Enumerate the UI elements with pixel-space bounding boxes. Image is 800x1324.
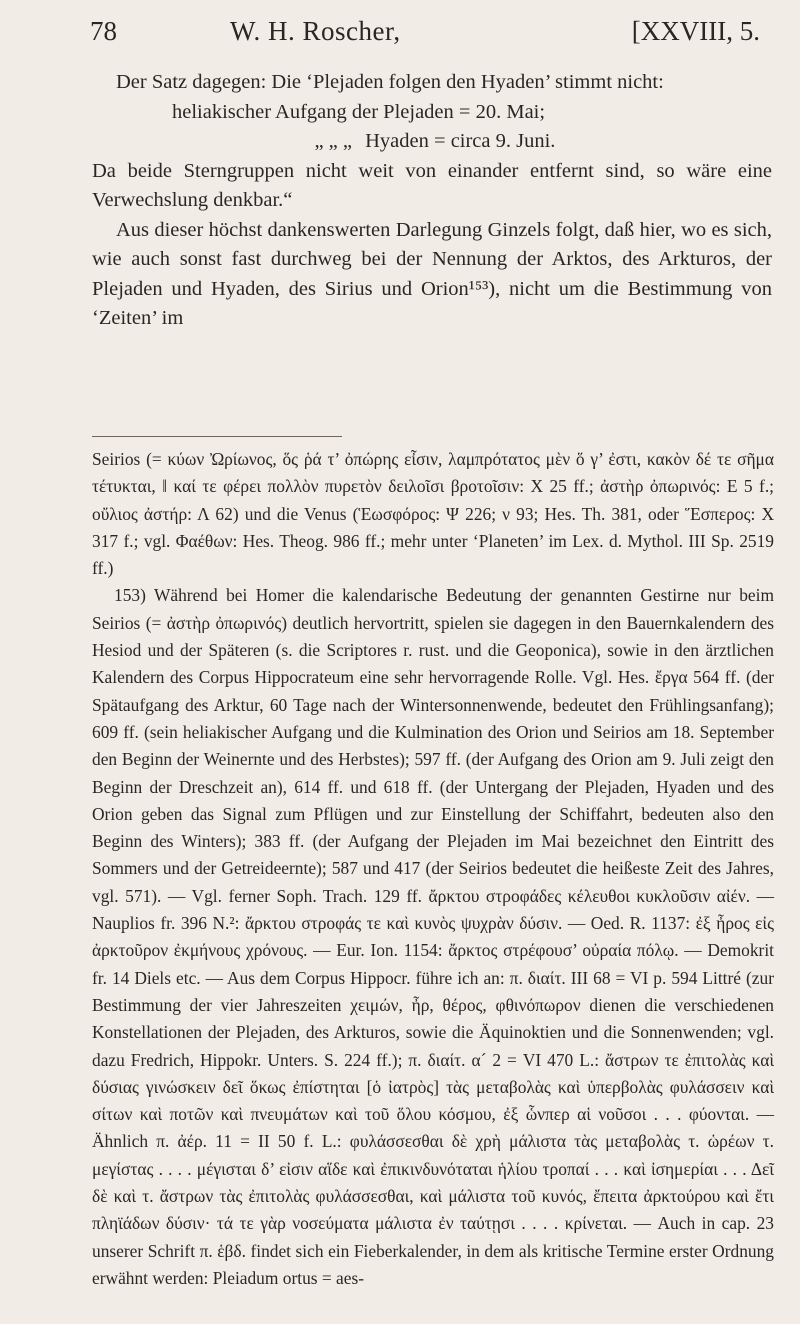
page-number: 78 (90, 16, 117, 46)
running-header (90, 16, 760, 52)
running-section: [XXVIII, 5. (631, 16, 760, 46)
footnotes (92, 446, 774, 1292)
table-line-plejaden-text: heliakischer Aufgang der Plejaden = 20. Mai; (172, 100, 546, 123)
footnote-153: 153) Während bei Homer die kalendarische Bedeutung der genannten Gestirne nur beim Seirios (= ἀστὴρ ὀπωρινός) deutlich hervortritt, spielen sie dagegen in den Bauernkalendern des Hesiod und der Späteren (s. die Scriptores r. rust. und die Geoponica), sowie in den ärztlichen Kalendern des Corpus Hippocrateum eine sehr hervorragende Rolle. Vgl. Hes. ἔργα 564 ff. (der Spätaufgang des Arktur, 60 Tage nach der Wintersonnenwende, bedeutet den Frühlingsanfang); 609 ff. (sein heliakischer Aufgang und die Kulmination des Orion und Seirios am 18. September den Beginn der Weinernte und des Herbstes); 597 ff. (der Aufgang des Orion am 9. Juli zeigt den Beginn der Dreschzeit an), 614 ff. und 618 ff. (der Untergang der Plejaden, Hyaden und des Orion geben das Signal zum Pflügen und zur Einstellung der Schiffahrt, bedeuten also den Beginn des Winters); 383 ff. (der Aufgang der Plejaden im Mai bezeichnet den Eintritt des Sommers und der Getreideernte); 587 und 417 (der Seirios bedeutet die heißeste Zeit des Jahres, vgl. 571). — Vgl. ferner Soph. Trach. 129 ff. ἄρκτου στροφάδες κέλευθοι κυκλοῦσιν αἰέν. — Nauplios fr. 396 N.²: ἄρκτου στροφάς τε καὶ κυνὸς ψυχρὰν δύσιν. — Oed. R. 1137: ἐξ ἦρος εἰς ἀρκτοῦρον ἐκμήνους χρόνους. — Eur. Ion. 1154: ἄρκτος στρέφουσ’ οὐραία πόλῳ. — Demokrit fr. 14 Diels etc. — Aus dem Corpus Hippocr. führe ich an: π. διαίτ. III 68 = VI p. 594 Littré (zur Bestimmung der vier Jahreszeiten χειμών, ἦρ, θέρος, φθινόπωρον dienen die verschiedenen Konstellationen der Plejaden, des Arkturos, sowie die Äquinoktien und die Sonnenwenden; vgl. dazu Fredrich, Hippokr. Unters. S. 224 ff.); π. διαίτ. α´ 2 = VI 470 L.: ἄστρων τε ἐπιτολὰς καὶ δύσιας γινώσκειν δεῖ ὅκως ἐπίστηται [ὁ ἰατρὸς] τὰς μεταβολὰς καὶ ὑπερβολὰς φυλάσσειν καὶ σίτων καὶ ποτῶν καὶ πνευμάτων καὶ τοῦ ὅλου κόσμου, ἐξ ὧνπερ αἱ νοῦσοι . . . φύονται. — Ähnlich π. ἀέρ. 11 = II 50 f. L.: φυλάσσεσθαι δὲ χρὴ μάλιστα τὰς μεταβολὰς τ. ὡρέων τ. μεγίστας . . . . μέγισται δ’ εἰσιν αἵδε καὶ ἐπικινδυνόταται ἡλίου τροπαί . . . καὶ ἰσημερίαι . . . Δεῖ δὲ καὶ τ. ἄστρων τὰς ἐπιτολὰς φυλάσσεσθαι, καὶ μάλιστα τοῦ κυνός, ἔπειτα ἀρκτούρου καὶ ἔτι πληϊάδων δύσιν· τά τε γὰρ νοσεύματα μάλιστα ἐν ταύτῃσι . . . . κρίνεται. — Auch in cap. 23 unserer Schrift π. ἑβδ. findet sich ein Fieberkalender, in dem als kritische Termine erster Ordnung erwähnt werden: Pleiadum ortus = aes- (92, 585, 774, 1288)
paragraph-2: Da beide Sterngruppen nicht weit von einander entfernt sind, so wäre eine Verwechslung denkbar.“ (92, 159, 772, 211)
paragraph-1: Der Satz dagegen: Die ‘Plejaden folgen den Hyaden’ stimmt nicht: (116, 71, 664, 93)
footnote-continuation: Seirios (= κύων Ὠρίωνος, ὅς ῥά τ’ ὀπώρης εἶσιν, λαμπρότατος μὲν ὅ γ’ ἐστι, κακὸν δέ τε σῆμα τέτυκται, ‖ καί τε φέρει πολλὸν πυρετὸν δειλοῖσι βροτοῖσιν: Χ 25 ff.; ἀστὴρ ὀπωρινός: Ε 5 f.; οὔλιος ἀστήρ: Λ 62) und die Venus (Ἑωσφόρος: Ψ 226; ν 93; Hes. Th. 381, oder Ἕσπερος: Χ 317 f.; vgl. Φαέθων: Hes. Theog. 986 ff.; mehr unter ‘Planeten’ im Lex. d. Mythol. III Sp. 2519 ff.) (92, 449, 774, 579)
ditto-marks: „ „ „ (314, 130, 352, 152)
table-line-hyaden (92, 127, 772, 157)
paragraph-3: Aus dieser höchst dankenswerten Darlegung Ginzels folgt, daß hier, wo es sich, wie auch sonst fast durchweg bei der Nennung der Arktos, des Arkturos, der Plejaden und Hyaden, des Sirius und Orion¹⁵³), nicht um die Bestimmung von ‘Zeiten’ im (92, 218, 772, 329)
table-line-plejaden (92, 98, 772, 128)
running-author: W. H. Roscher, (230, 16, 401, 46)
table-line-hyaden-text: Hyaden = circa 9. Juni. (365, 130, 556, 152)
main-text (92, 68, 772, 334)
footnote-rule (92, 436, 342, 437)
